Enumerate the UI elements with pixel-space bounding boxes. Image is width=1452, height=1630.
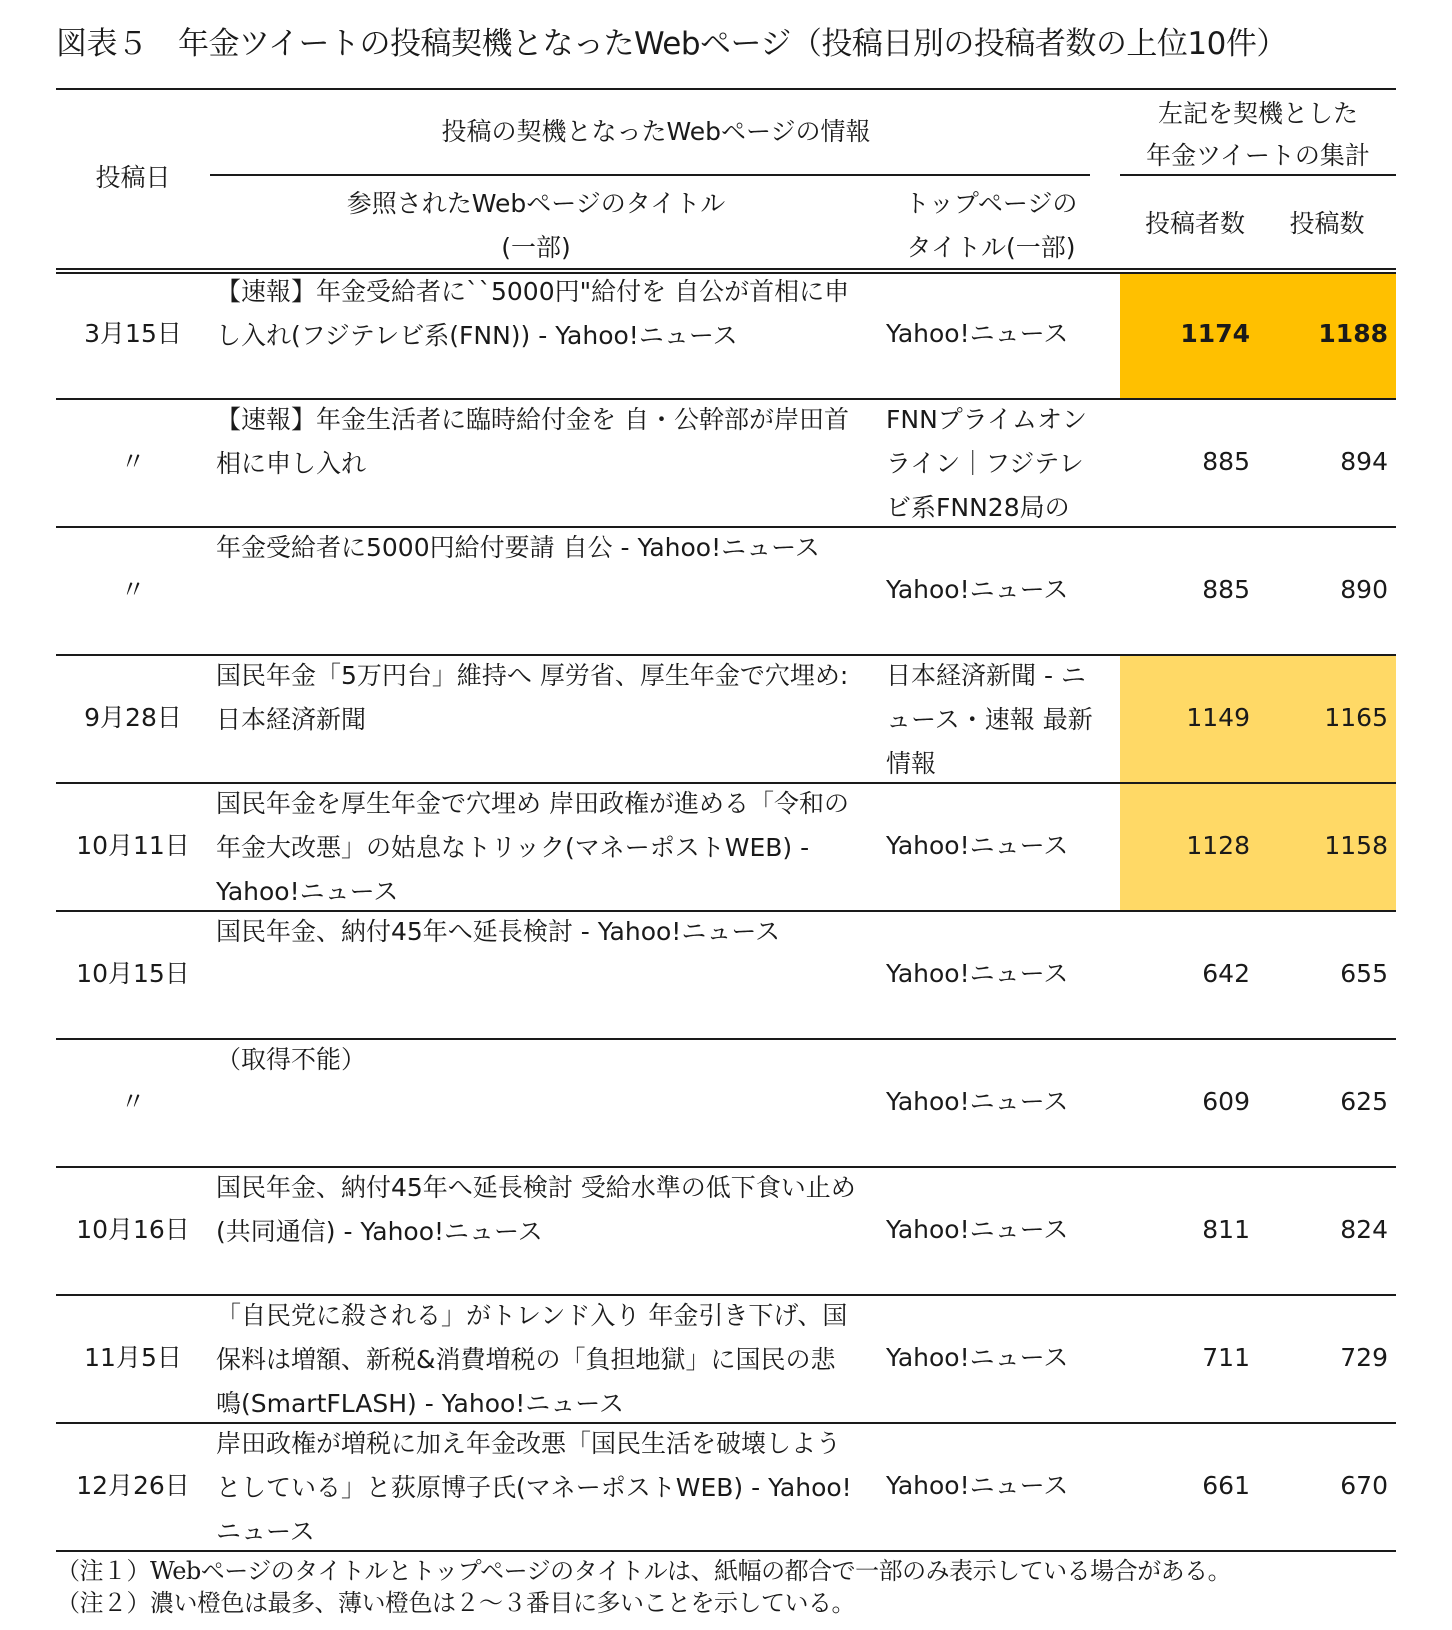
table-row-posts: 729 bbox=[1340, 1343, 1388, 1372]
table-row-page-title: 「自民党に殺される」がトレンド入り 年金引き下げ、国保料は増額、新税&消費増税の「負担地獄」に国民の悲鳴(SmartFLASH) - Yahoo!ニュース bbox=[216, 1301, 848, 1418]
header-aggregate-2: 年金ツイートの集計 bbox=[1146, 141, 1370, 170]
table-row-posts: 894 bbox=[1340, 447, 1388, 476]
table-row-top-title: Yahoo!ニュース bbox=[886, 319, 1069, 348]
table-row-page-title: 岸田政権が増税に加え年金改悪「国民生活を破壊しようとしている」と荻原博子氏(マネーポストWEB) - Yahoo!ニュース bbox=[216, 1429, 852, 1546]
table-row-top-title: Yahoo!ニュース bbox=[886, 959, 1069, 988]
table-row-date: 〃 bbox=[120, 1087, 146, 1116]
table-row-posters: 642 bbox=[1202, 959, 1250, 988]
table-row-posts: 655 bbox=[1340, 959, 1388, 988]
table-row-posts: 670 bbox=[1340, 1471, 1388, 1500]
header-sub-rule-left bbox=[210, 174, 1090, 176]
figure-title: 図表５ 年金ツイートの投稿契機となったWebページ（投稿日別の投稿者数の上位10件） bbox=[56, 26, 1287, 62]
footnote-1: （注１）Webページのタイトルとトップページのタイトルは、紙幅の都合で一部のみ表示している場合がある。 bbox=[56, 1557, 1232, 1585]
header-web-info: 投稿の契機となったWebページの情報 bbox=[441, 117, 871, 146]
table-row-posters: 885 bbox=[1202, 575, 1250, 604]
table-row-page-title: 【速報】年金受給者に``5000円"給付を 自公が首相に申し入れ(フジテレビ系(FNN)) - Yahoo!ニュース bbox=[216, 277, 850, 350]
header-posts: 投稿数 bbox=[1289, 209, 1365, 238]
table-row-date: 11月5日 bbox=[84, 1343, 182, 1372]
table-row-date: 12月26日 bbox=[76, 1471, 190, 1500]
table-row-top-title: FNNプライムオンライン｜フジテレビ系FNN28局の bbox=[886, 405, 1088, 522]
table-row-top-title: Yahoo!ニュース bbox=[886, 831, 1069, 860]
header-top-title-2: タイトル(一部) bbox=[906, 233, 1076, 262]
table-row-posts: 890 bbox=[1340, 575, 1388, 604]
table-row-posters: 1149 bbox=[1186, 703, 1250, 732]
table-row-posts: 824 bbox=[1340, 1215, 1388, 1244]
header-aggregate-1: 左記を契機とした bbox=[1157, 99, 1358, 128]
table-row-posters: 609 bbox=[1202, 1087, 1250, 1116]
table-row-page-title: 国民年金、納付45年へ延長検討 - Yahoo!ニュース bbox=[216, 917, 781, 946]
table-row-posts: 625 bbox=[1340, 1087, 1388, 1116]
table-row-date: 10月15日 bbox=[76, 959, 190, 988]
table-row-posters: 661 bbox=[1202, 1471, 1250, 1500]
table-row-date: 10月16日 bbox=[76, 1215, 190, 1244]
table-row-posters: 811 bbox=[1202, 1215, 1250, 1244]
table-row-page-title: 国民年金「5万円台」維持へ 厚労省、厚生年金で穴埋め: 日本経済新聞 bbox=[216, 661, 849, 734]
table-row-top-title: Yahoo!ニュース bbox=[886, 575, 1069, 604]
table-row-top-title: Yahoo!ニュース bbox=[886, 1471, 1069, 1500]
table-row-date: 3月15日 bbox=[84, 319, 182, 348]
table-row-date: 〃 bbox=[120, 575, 146, 604]
table-row-posters: 1174 bbox=[1180, 319, 1250, 348]
table-row-posters: 1128 bbox=[1186, 831, 1250, 860]
table-row-top-title: Yahoo!ニュース bbox=[886, 1343, 1069, 1372]
header-page-title-2: (一部) bbox=[501, 233, 571, 262]
table-row-posts: 1188 bbox=[1318, 319, 1388, 348]
header-date: 投稿日 bbox=[95, 163, 171, 192]
header-posters: 投稿者数 bbox=[1144, 209, 1245, 238]
table-top-rule bbox=[56, 88, 1396, 90]
table-row-page-title: （取得不能） bbox=[216, 1045, 367, 1074]
table-row-page-title: 【速報】年金生活者に臨時給付金を 自・公幹部が岸田首相に申し入れ bbox=[216, 405, 849, 478]
highlight-2nd-3rd bbox=[1120, 656, 1396, 912]
table-row-page-title: 国民年金、納付45年へ延長検討 受給水準の低下食い止め(共同通信) - Yahoo!ニュース bbox=[216, 1173, 856, 1246]
table-row-top-title: Yahoo!ニュース bbox=[886, 1215, 1069, 1244]
table-row-posts: 1165 bbox=[1324, 703, 1388, 732]
table-row-date: 〃 bbox=[120, 447, 146, 476]
table-row-page-title: 国民年金を厚生年金で穴埋め 岸田政権が進める「令和の年金大改悪」の姑息なトリック(マネーポストWEB) - Yahoo!ニュース bbox=[216, 789, 849, 906]
table-row-top-title: 日本経済新聞 - ニュース・速報 最新情報 bbox=[886, 661, 1093, 778]
table-row-posters: 711 bbox=[1202, 1343, 1250, 1372]
table-row-date: 9月28日 bbox=[84, 703, 182, 732]
header-top-title-1: トップページの bbox=[904, 189, 1078, 218]
header-page-title-1: 参照されたWebページのタイトル bbox=[346, 189, 726, 218]
table-row-top-title: Yahoo!ニュース bbox=[886, 1087, 1069, 1116]
table-row-posters: 885 bbox=[1202, 447, 1250, 476]
table-row-page-title: 年金受給者に5000円給付要請 自公 - Yahoo!ニュース bbox=[216, 533, 820, 562]
footnote-2: （注２）濃い橙色は最多、薄い橙色は２～３番目に多いことを示している。 bbox=[56, 1589, 855, 1617]
table-row-date: 10月11日 bbox=[76, 831, 190, 860]
table-row-posts: 1158 bbox=[1324, 831, 1388, 860]
